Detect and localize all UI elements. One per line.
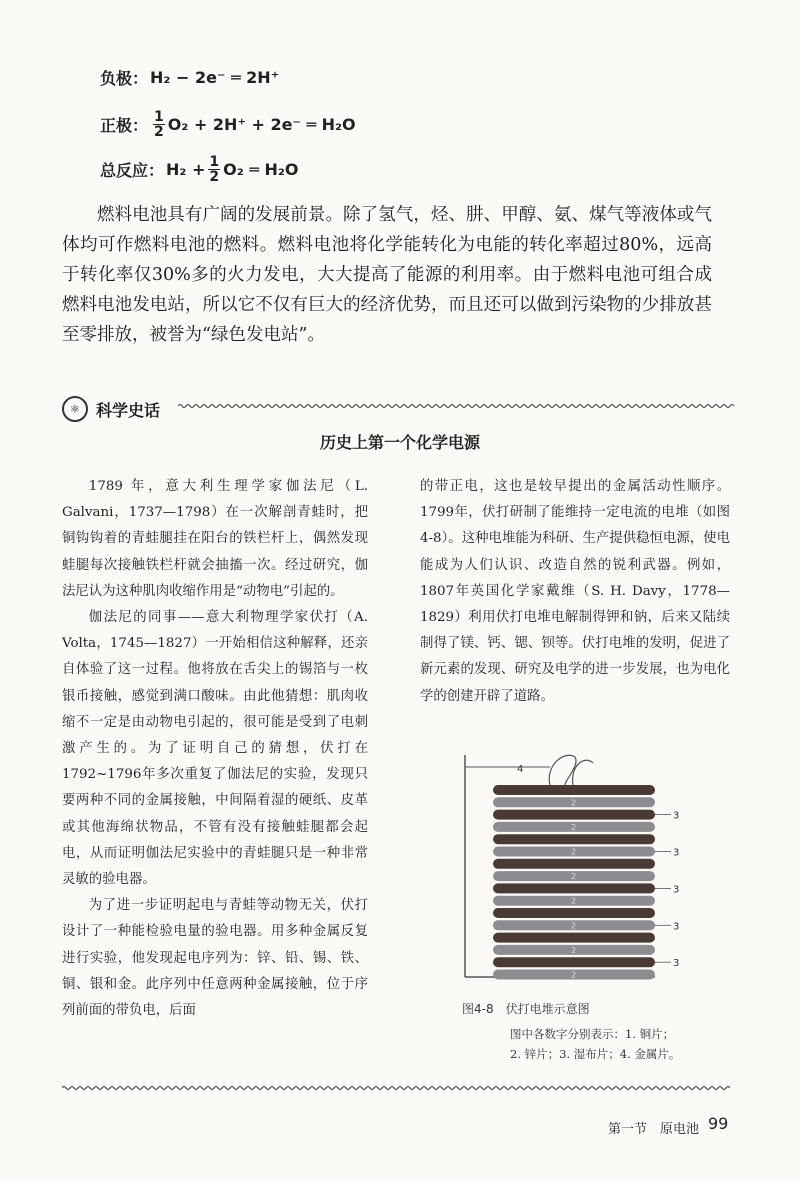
label-wet-cloth: 3: [673, 921, 680, 933]
article-paragraph: 为了进一步证明起电与青蛙等动物无关，伏打设计了一种能检验电量的验电器。用多种金属反复进行实验，他发现起电序列为：锌、铅、锡、铁、铜、银和金。此序列中任意两种金属接触，位于序列前面的带负电，后面: [62, 898, 368, 1019]
copper-plate: [493, 933, 655, 943]
plate-label: 2: [571, 847, 577, 857]
copper-plate: [493, 957, 655, 967]
equation-body: O₂ ═ H₂O: [223, 160, 299, 179]
article-paragraph: 1789 年，意大利生理学家伽法尼（L. Galvani，1737—1798）在一次解剖青蛙时，把铜钩钩着的青蛙腿挂在阳台的铁栏杆上，偶然发现蛙腿每次接触铁栏杆就会抽搐一次。经过研究，伽法尼认为这种肌肉收缩作用是“动物电”引起的。: [62, 479, 368, 599]
label-wet-cloth: 3: [673, 847, 680, 859]
article-paragraph: 的带正电，这也是较早提出的金属活动性顺序。1799年，伏打研制了能维持一定电流的电堆（如图4-8）。这种电堆能为科研、生产提供稳恒电源，使电能成为人们认识、改造自然的锐利武器。例如，1807年英国化学家戴维（S. H. Davy，1778—1829）利用伏打电堆电解制得钾和钠，后来又陆续制得了镁、钙、锶、钡等。伏打电堆的发明，促进了新元素的发现、研究及电学的进一步发展，也为电化学的创建开辟了道路。: [420, 479, 730, 704]
equation-body: H₂ − 2e⁻ ═ 2H⁺: [150, 68, 280, 87]
section-wave-divider: [178, 398, 738, 414]
label-wet-cloth: 3: [673, 958, 680, 970]
footer-chapter: 第一节 原电池: [608, 1122, 700, 1137]
copper-plate: [493, 883, 655, 893]
fraction: $\frac{1}{2}$: [209, 154, 220, 185]
section-title: 科学史话: [96, 400, 161, 420]
fraction: $\frac{1}{2}$: [154, 109, 164, 140]
plate-label: 2: [571, 896, 577, 906]
negative-electrode-equation: [100, 66, 279, 89]
total-reaction-equation: [100, 155, 299, 184]
equation-label: 总反应：: [100, 161, 165, 180]
science-history-icon: ⚛: [62, 396, 88, 422]
section-header: [62, 396, 160, 422]
label-wet-cloth: 3: [673, 810, 680, 822]
article-left-column: [62, 474, 368, 1024]
copper-plate: [493, 785, 655, 795]
article-paragraph: 伽法尼的同事——意大利物理学家伏打（A. Volta，1745—1827）一开始相信这种解释，还亲自体验了这一过程。他将放在舌尖上的锡箔与一枚银币接触，感觉到满口酸味。由此他猜想：肌肉收缩不一定是由动物电引起的，很可能是受到了电刺激产生的。为了证明自己的猜想，伏打在1792~1796年多次重复了伽法尼的实验，发现只要两种不同的金属接触，中间隔着湿的硬纸、皮革或其他海绵状物品，不管有没有接触蛙腿都会起电，从而证明伽法尼实验中的青蛙腿只是一种非常灵敏的验电器。: [62, 610, 368, 888]
copper-plate: [493, 810, 655, 820]
copper-plate: [493, 908, 655, 918]
copper-plate: [493, 859, 655, 869]
page-number: 99: [708, 1114, 729, 1133]
plate-label: 2: [571, 798, 577, 808]
figure-note: [510, 1024, 730, 1064]
figure-caption: 图4-8 伏打电堆示意图: [462, 1002, 590, 1016]
voltaic-pile-figure: [455, 745, 705, 990]
article-right-column: [420, 474, 730, 710]
figure-note-line: 图中各数字分别表示：1. 铜片；: [510, 1027, 675, 1041]
equation-body: O₂ + 2H⁺ + 2e⁻ ═ H₂O: [167, 115, 356, 134]
plate-label: 2: [571, 822, 577, 832]
label-metal-plate: 4: [517, 764, 524, 775]
equation-label: 负极：: [100, 69, 149, 88]
intro-paragraph: 燃料电池具有广阔的发展前景。除了氢气，烃、肼、甲醇、氨、煤气等液体或气体均可作燃料电池的燃料。燃料电池将化学能转化为电能的转化率超过80%，远高于转化率仅30%多的火力发电，大大提高了能源的利用率。由于燃料电池可组合成燃料电池发电站，所以它不仅有巨大的经济优势，而且还可以做到污染物的少排放甚至零排放，被誉为“绿色发电站”。: [62, 205, 712, 345]
plate-label: 2: [571, 945, 577, 955]
equation-label: 正极：: [100, 116, 149, 135]
article-title: 历史上第一个化学电源: [319, 433, 480, 452]
plate-label: 2: [571, 970, 577, 980]
bottom-wave-divider: [62, 1080, 730, 1096]
plate-label: 2: [571, 872, 577, 882]
positive-electrode-equation: [100, 110, 356, 139]
equation-pre: H₂ +: [166, 160, 206, 179]
figure-note-line: 2. 锌片；3. 湿布片；4. 金属片。: [510, 1047, 681, 1061]
label-wet-cloth: 3: [673, 884, 680, 896]
plate-label: 2: [571, 921, 577, 931]
copper-plate: [493, 834, 655, 844]
